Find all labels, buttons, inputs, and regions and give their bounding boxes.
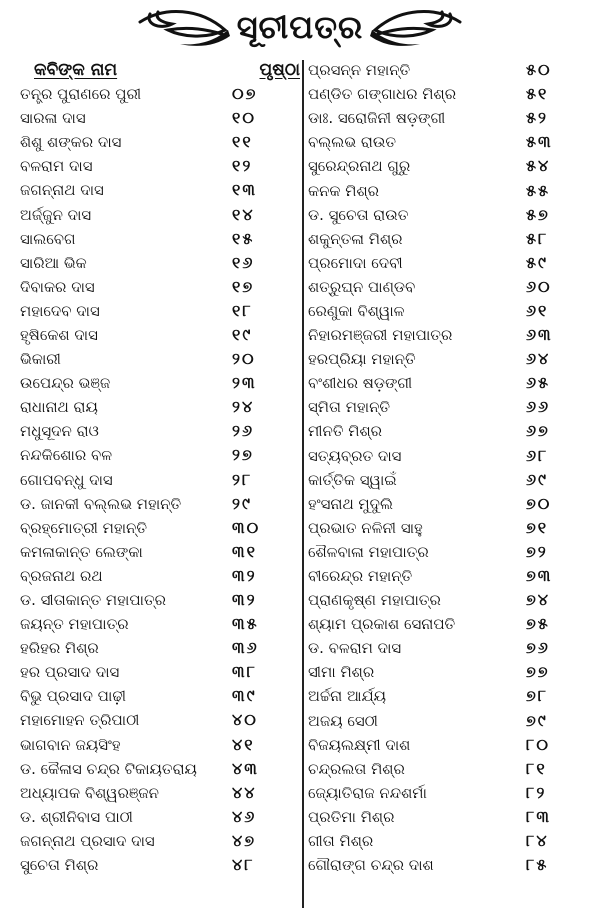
- list-item: [20, 492, 300, 516]
- entry-name: ବଲ୍ଲଭ ରାଉତ: [308, 133, 397, 152]
- right-entry-list: [308, 58, 588, 877]
- entry-page-number: ୫୪: [526, 156, 551, 176]
- list-item: [308, 516, 588, 540]
- entry-name: ଡ. ସୀତାକାନ୍ତ ମହାପାତ୍ର: [20, 591, 167, 610]
- entry-page-number: ୭୬: [526, 638, 550, 658]
- list-item: [308, 275, 588, 299]
- entry-page-number: ୭୪: [526, 590, 551, 610]
- column-header-page: ପୃଷ୍ଠା: [259, 60, 300, 80]
- entry-page-number: ୨୦: [232, 349, 256, 369]
- entry-name: ଅଧ୍ୟାପକ ବିଶ୍ୱରଞ୍ଜନ: [20, 783, 160, 802]
- entry-name: ସାରିଆ ଭିକ: [20, 253, 87, 272]
- entry-name: ବ୍ରହ୍ମୋତ୍ରୀ ମହାନ୍ତି: [20, 518, 148, 537]
- list-item: [20, 275, 300, 299]
- entry-page-number: ୫୩: [526, 132, 553, 152]
- entry-name: ଜ୍ୟୋତିରାଜ ନନ୍ଦଶର୍ମା: [308, 783, 427, 802]
- list-item: [20, 612, 300, 636]
- entry-name: ପ୍ରସନ୍ନ ମହାନ୍ତି: [308, 61, 411, 80]
- entry-name: ବ୍ରଜନାଥ ରଥ: [20, 566, 103, 585]
- list-item: [308, 251, 588, 275]
- list-item: [20, 202, 300, 226]
- entry-name: ସାଲବେଗ: [20, 229, 76, 248]
- entry-page-number: ୭୭: [526, 662, 550, 682]
- entry-name: ମୀନତି ମିଶ୍ର: [308, 422, 383, 441]
- entry-page-number: ୮୪: [526, 831, 549, 851]
- list-item: [20, 154, 300, 178]
- list-item: [308, 709, 588, 733]
- entry-name: କନକ ମିଶ୍ର: [308, 181, 380, 200]
- list-item: [308, 444, 588, 468]
- entry-name: ମଧୁସୂଦନ ରାଓ: [20, 422, 99, 441]
- entry-page-number: ୬୮: [526, 445, 549, 465]
- entry-name: ଚନ୍ଦ୍ରଲତା ମିଶ୍ର: [308, 759, 405, 778]
- entry-name: ଗୋପବନ୍ଧୁ ଦାସ: [20, 470, 113, 489]
- entry-page-number: ୨୯: [232, 493, 252, 513]
- entry-page-number: ୬୭: [526, 421, 550, 441]
- entry-page-number: ୪୧: [232, 734, 255, 754]
- list-item: [308, 564, 588, 588]
- entry-name: ଜଗନ୍ନାଥ ଦାସ: [20, 181, 104, 200]
- entry-name: ଅର୍ଚ୍ଚନା ଆର୍ଯ୍ୟ: [308, 687, 386, 706]
- list-item: [20, 130, 300, 154]
- entry-page-number: ୭୧: [526, 517, 549, 537]
- list-item: [308, 203, 588, 227]
- entry-name: ଶକୁନ୍ତଳା ମିଶ୍ର: [308, 229, 403, 248]
- entry-page-number: ୫୨: [526, 108, 548, 128]
- entry-page-number: ୫୫: [526, 180, 550, 200]
- entry-name: ଦିବାକର ଦାସ: [20, 277, 95, 296]
- list-item: [308, 347, 588, 371]
- entry-page-number: ୬୯: [526, 469, 549, 489]
- list-item: [20, 781, 300, 805]
- entry-page-number: ୨୮: [232, 469, 253, 489]
- list-item: [20, 347, 300, 371]
- entry-name: ବିଜୟଲକ୍ଷ୍ମୀ ଦାଶ: [308, 735, 411, 754]
- entry-name: ହରପ୍ରିୟା ମହାନ୍ତି: [308, 350, 416, 369]
- left-entry-list: [20, 82, 300, 877]
- entry-name: ଉପେନ୍ଦ୍ର ଭଞ୍ଜ: [20, 374, 111, 393]
- entry-name: ଡ. ବଳରାମ ଦାସ: [308, 639, 402, 658]
- entry-name: ଗୌରାଙ୍ଗ ଚନ୍ଦ୍ର ଦାଶ: [308, 856, 434, 875]
- entry-name: ବିଭୁ ପ୍ରସାଦ ପାଢ଼ୀ: [20, 687, 126, 706]
- entry-name: ହଂସନାଥ ମୁଦୁଲି: [308, 494, 394, 513]
- entry-page-number: ୨୭: [232, 445, 254, 465]
- entry-page-number: ୩୬: [232, 638, 259, 658]
- entry-name: ରାଧାନାଥ ରାୟ: [20, 398, 98, 417]
- list-item: [20, 684, 300, 708]
- list-item: [308, 829, 588, 853]
- entry-page-number: ୩୫: [232, 614, 259, 634]
- list-item: [20, 371, 300, 395]
- entry-name: ହର ପ୍ରସାଦ ଦାସ: [20, 663, 120, 682]
- entry-name: ଅର୍ଜ୍ଜୁନ ଦାସ: [20, 205, 92, 224]
- entry-name: ଶତ୍ରୁଘ୍ନ ପାଣ୍ଡବ: [308, 277, 416, 296]
- entry-page-number: ୪୦: [232, 710, 258, 730]
- entry-name: ପଣ୍ଡିତ ଗଙ୍ଗାଧର ମିଶ୍ର: [308, 85, 457, 104]
- entry-name: ବୀରେନ୍ଦ୍ର ମହାନ୍ତି: [308, 567, 413, 586]
- entry-name: ପ୍ରମୋଦା ଦେବୀ: [308, 253, 403, 272]
- list-item: [20, 853, 300, 877]
- right-column: [308, 58, 588, 877]
- entry-page-number: ୦୭: [232, 84, 258, 104]
- entry-name: ରେଣୁକା ବିଶ୍ୱାଳ: [308, 301, 405, 320]
- entry-name: ଡ. ଜାନକୀ ବଲ୍ଲଭ ମହାନ୍ତି: [20, 494, 182, 513]
- entry-page-number: ୬୪: [526, 349, 551, 369]
- entry-page-number: ୬୫: [526, 373, 551, 393]
- entry-name: ନିହାରମଞ୍ଜରୀ ମହାପାତ୍ର: [308, 326, 453, 345]
- entry-page-number: ୪୩: [232, 758, 259, 778]
- entry-name: ଡ. କୈଳାସ ଚନ୍ଦ୍ର ଟିକାୟତରାୟ: [20, 759, 197, 778]
- entry-page-number: ୧୬: [232, 252, 255, 272]
- entry-name: ଡ. ଶ୍ରୀନିବାସ ପାଠୀ: [20, 807, 133, 826]
- list-item: [308, 781, 588, 805]
- list-item: [20, 443, 300, 467]
- list-item: [20, 468, 300, 492]
- entry-page-number: ୧୯: [232, 324, 253, 344]
- entry-name: ଭାଗବାନ ଜୟସିଂହ: [20, 735, 121, 754]
- entry-page-number: ୬୬: [526, 397, 551, 417]
- entry-name: ଜଗନ୍ନାଥ ପ୍ରସାଦ ଦାସ: [20, 831, 155, 850]
- left-column: [20, 58, 300, 877]
- entry-name: ହରିହର ମିଶ୍ର: [20, 639, 99, 658]
- entry-name: ସ୍ମିତା ମହାନ୍ତି: [308, 398, 391, 417]
- entry-name: କମଳାକାନ୍ତ ଲେଙ୍କା: [20, 542, 143, 561]
- entry-page-number: ୪୭: [232, 830, 257, 850]
- list-item: [308, 733, 588, 757]
- entry-page-number: ୧୨: [232, 156, 253, 176]
- list-item: [20, 251, 300, 275]
- entry-page-number: ୮୫: [526, 855, 549, 875]
- entry-page-number: ୭୫: [526, 614, 550, 634]
- list-item: [20, 419, 300, 443]
- entry-page-number: ୫୧: [526, 84, 549, 104]
- entry-page-number: ୨୬: [232, 421, 255, 441]
- list-item: [308, 395, 588, 419]
- list-item: [308, 227, 588, 251]
- entry-page-number: ୩୨: [232, 565, 257, 585]
- entry-name: ଶୈଳବାଳା ମହାପାତ୍ର: [308, 542, 429, 561]
- list-item: [308, 757, 588, 781]
- list-item: [20, 82, 300, 106]
- entry-name: ଶ୍ୟାମ ପ୍ରକାଶ ସେନାପତି: [308, 615, 456, 634]
- entry-name: ସୁରେନ୍ଦ୍ରନାଥ ଗୁରୁ: [308, 157, 411, 176]
- entry-name: ମହାଦେବ ଦାସ: [20, 301, 100, 320]
- column-divider: [302, 60, 304, 908]
- entry-page-number: ୧୪: [232, 204, 255, 224]
- entry-page-number: ୫୭: [526, 204, 550, 224]
- entry-name: ଅଜୟ ସେଠୀ: [308, 711, 378, 730]
- list-item: [20, 708, 300, 732]
- entry-page-number: ୩୧: [232, 541, 257, 561]
- list-item: [308, 660, 588, 684]
- entry-page-number: ୩୦: [232, 517, 261, 537]
- header: [0, 0, 600, 56]
- list-item: [308, 636, 588, 660]
- list-item: [20, 660, 300, 684]
- entry-name: ଡାଃ. ସରୋଜିନୀ ଷଡ଼ଙ୍ଗୀ: [308, 109, 446, 128]
- list-item: [20, 636, 300, 660]
- list-item: [20, 588, 300, 612]
- entry-name: ଡ. ସୁଚେତା ରାଉତ: [308, 205, 409, 224]
- list-item: [20, 323, 300, 347]
- entry-page-number: ୭୯: [526, 710, 548, 730]
- entry-page-number: ୬୧: [526, 300, 549, 320]
- entry-name: ସତ୍ୟବ୍ରତ ଦାସ: [308, 446, 402, 465]
- list-item: [20, 757, 300, 781]
- entry-page-number: ୮୩: [526, 806, 551, 826]
- entry-name: ସୀମା ମିଶ୍ର: [308, 663, 375, 682]
- entry-page-number: ୩୮: [232, 662, 257, 682]
- entry-page-number: ୧୩: [232, 180, 257, 200]
- entry-name: ଭିକାରୀ: [20, 350, 61, 369]
- list-item: [308, 468, 588, 492]
- entry-page-number: ୧୦: [232, 108, 256, 128]
- entry-name: ପ୍ରଭାତ ନଳିନୀ ସାହୁ: [308, 518, 423, 537]
- list-item: [308, 58, 588, 82]
- entry-page-number: ୨୪: [232, 397, 255, 417]
- list-item: [20, 227, 300, 251]
- entry-page-number: ୫୯: [526, 252, 548, 272]
- list-item: [308, 684, 588, 708]
- page-title: ସୂଚୀପତ୍ର: [236, 8, 364, 46]
- list-item: [308, 853, 588, 877]
- entry-page-number: ୩୨: [232, 590, 257, 610]
- list-item: [20, 540, 300, 564]
- entry-name: ପ୍ରତିମା ମିଶ୍ର: [308, 807, 395, 826]
- list-item: [20, 395, 300, 419]
- entry-page-number: ୮୧: [526, 758, 547, 778]
- entry-name: ସାରଳା ଦାସ: [20, 109, 86, 128]
- list-item: [308, 805, 588, 829]
- entry-page-number: ୫୦: [526, 60, 552, 80]
- entry-name: ମହାମୋହନ ତ୍ରିପାଠୀ: [20, 711, 140, 730]
- entry-page-number: ୧୧: [232, 132, 253, 152]
- list-item: [308, 323, 588, 347]
- entry-page-number: ୭୮: [526, 686, 549, 706]
- list-item: [308, 106, 588, 130]
- list-item: [308, 419, 588, 443]
- list-item: [20, 106, 300, 130]
- entry-name: ସୁଚେତା ମିଶ୍ର: [20, 856, 99, 875]
- entry-page-number: ୭୦: [526, 493, 552, 513]
- entry-name: ହୃଷିକେଶ ଦାସ: [20, 325, 98, 344]
- entry-name: ଜୟନ୍ତ ମହାପାତ୍ର: [20, 615, 129, 634]
- list-item: [20, 564, 300, 588]
- list-item: [20, 299, 300, 323]
- list-item: [308, 82, 588, 106]
- entry-name: ଶିଶୁ ଶଙ୍କର ଦାସ: [20, 133, 122, 152]
- entry-page-number: ୧୫: [232, 228, 255, 248]
- list-item: [308, 612, 588, 636]
- entry-page-number: ୩୯: [232, 686, 257, 706]
- entry-page-number: ୪୬: [232, 806, 257, 826]
- column-header-name: କବିଙ୍କ ନାମ: [34, 60, 118, 80]
- entry-name: କାର୍ତ୍ତିକ ସ୍ୱାଇଁ: [308, 470, 397, 489]
- entry-page-number: ୧୭: [232, 276, 255, 296]
- list-item: [308, 371, 588, 395]
- entry-name: ତନ୍ତ୍ର ପୁରାଣରେ ପୁରୀ: [20, 85, 142, 104]
- entry-name: ଗୀତା ମିଶ୍ର: [308, 832, 374, 851]
- list-item: [308, 178, 588, 202]
- list-item: [308, 154, 588, 178]
- entry-page-number: ୮୦: [526, 734, 550, 754]
- entry-page-number: ୭୨: [526, 541, 548, 561]
- entry-name: ପ୍ରାଣକୃଷ୍ଣ ମହାପାତ୍ର: [308, 591, 441, 610]
- entry-page-number: ୬୩: [526, 325, 553, 345]
- entry-page-number: ୧୮: [232, 300, 253, 320]
- column-header-row: [20, 58, 300, 82]
- list-item: [308, 492, 588, 516]
- list-item: [308, 299, 588, 323]
- list-item: [308, 130, 588, 154]
- list-item: [308, 588, 588, 612]
- entry-page-number: ୪୪: [232, 782, 257, 802]
- list-item: [308, 540, 588, 564]
- entry-page-number: ୭୩: [526, 566, 553, 586]
- entry-name: ନନ୍ଦକିଶୋର ବଳ: [20, 446, 113, 465]
- entry-page-number: ୮୨: [526, 782, 547, 802]
- entry-page-number: ୫୮: [526, 228, 549, 248]
- entry-name: ବଂଶୀଧର ଷଡ଼ଙ୍ଗୀ: [308, 374, 413, 393]
- entry-page-number: ୪୮: [232, 855, 255, 875]
- list-item: [20, 178, 300, 202]
- entry-page-number: ୬୦: [526, 276, 552, 296]
- list-item: [20, 805, 300, 829]
- list-item: [20, 733, 300, 757]
- entry-page-number: ୨୩: [232, 373, 257, 393]
- entry-name: ବଳରାମ ଦାସ: [20, 157, 93, 176]
- list-item: [20, 516, 300, 540]
- list-item: [20, 829, 300, 853]
